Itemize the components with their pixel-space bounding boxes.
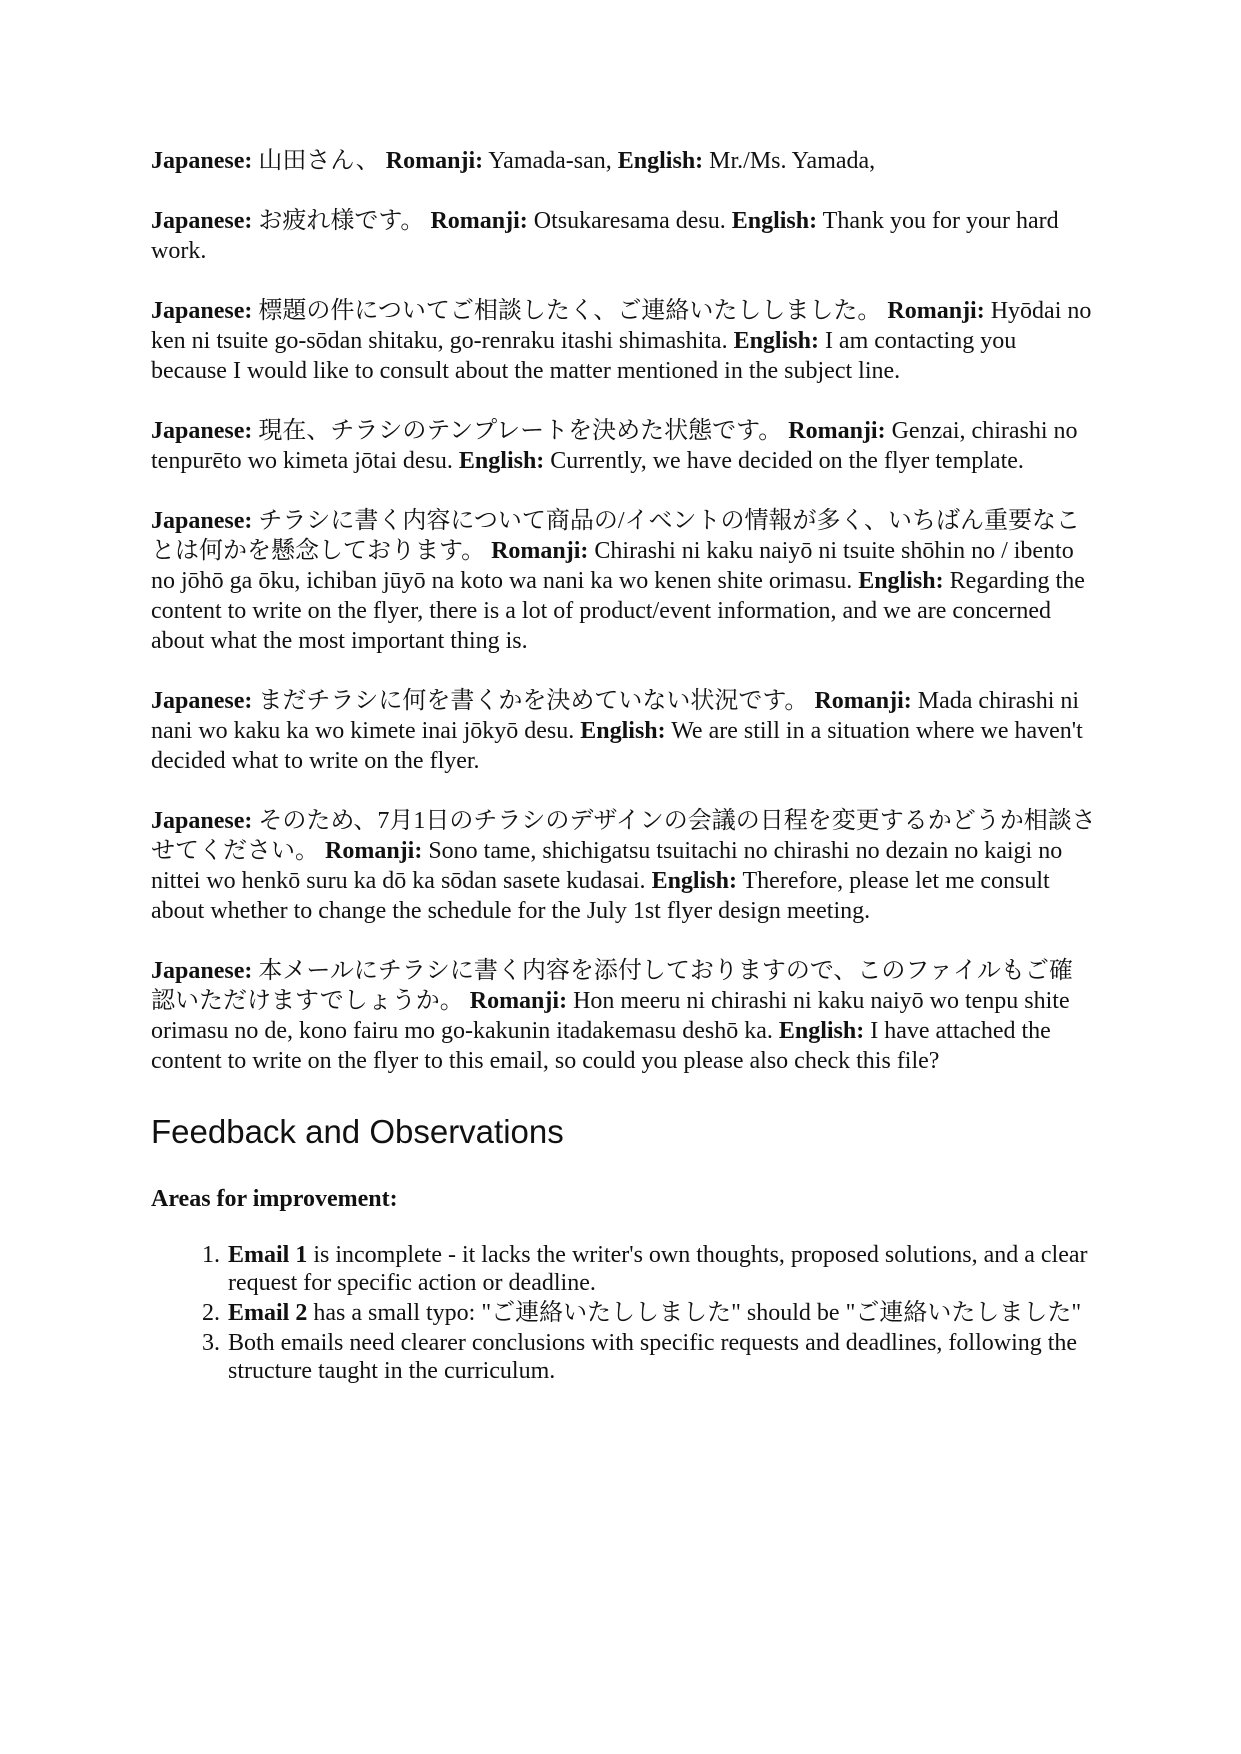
english-label: English:	[778, 1018, 865, 1044]
translation-entry-3	[151, 296, 1096, 386]
romanji-text: Yamada-san,	[488, 148, 612, 174]
japanese-label: Japanese:	[151, 508, 253, 534]
document-page	[151, 146, 1096, 1387]
romanji-text: Sono tame, shichigatsu tsuitachi no chirashi no dezain no kaigi no nittei wo henkō suru ka dō ka sōdan sasete kudasai.	[151, 838, 1063, 894]
english-text: Currently, we have decided on the flyer template.	[550, 448, 1024, 474]
english-label: English:	[458, 448, 545, 474]
japanese-label: Japanese:	[151, 418, 253, 444]
item-text: Both emails need clearer conclusions with specific requests and deadlines, following the structure taught in the curriculum.	[228, 1330, 1078, 1384]
english-text: I am contacting you because I would like to consult about the matter mentioned in the subject line.	[151, 328, 1017, 384]
english-text: Regarding the content to write on the flyer, there is a lot of product/event information, and we are concerned about what the most important thing is.	[151, 568, 1085, 654]
english-label: English:	[580, 718, 666, 744]
japanese-text: 山田さん、	[258, 148, 380, 174]
translation-entry-6	[151, 686, 1096, 776]
item-text: is incomplete - it lacks the writer's own thoughts, proposed solutions, and a clear request for specific action or deadline.	[228, 1242, 1088, 1296]
translation-entry-5	[151, 506, 1096, 656]
romanji-text: Hyōdai no ken ni tsuite go-sōdan shitaku, go-renraku itashi shimashita.	[151, 298, 1092, 354]
translation-entry-4	[151, 416, 1096, 476]
japanese-text: 本メールにチラシに書く内容を添付しておりますので、このファイルもご確認いただけますでしょうか。	[151, 958, 1073, 1014]
english-label: English:	[617, 148, 704, 174]
japanese-text: チラシに書く内容について商品の/イベントの情報が多く、いちばん重要なことは何かを懸念しております。	[151, 508, 1081, 564]
romanji-label: Romanji:	[325, 838, 423, 864]
japanese-label: Japanese:	[151, 958, 253, 984]
japanese-text: 現在、チラシのテンプレートを決めた状態です。	[258, 418, 783, 444]
translation-entry-7	[151, 806, 1096, 926]
japanese-text: そのため、7月1日のチラシのデザインの会議の日程を変更するかどうか相談させてください。	[151, 808, 1096, 864]
english-label: English:	[858, 568, 944, 594]
romanji-text: Hon meeru ni chirashi ni kaku naiyō wo tenpu shite orimasu no de, kono fairu mo go-kakunin itadakemasu deshō ka.	[151, 988, 1070, 1044]
improvement-list	[151, 1241, 1096, 1385]
english-label: English:	[733, 328, 819, 354]
japanese-text: 標題の件についてご相談したく、ご連絡いたししました。	[258, 298, 882, 324]
feedback-heading: Feedback and Observations	[151, 1113, 564, 1150]
japanese-label: Japanese:	[151, 208, 253, 234]
japanese-label: Japanese:	[151, 688, 253, 714]
japanese-text: お疲れ様です。	[258, 208, 425, 234]
translation-entry-8	[151, 956, 1096, 1076]
romanji-text: Genzai, chirashi no tenpurēto wo kimeta jōtai desu.	[151, 418, 1078, 474]
romanji-label: Romanji:	[814, 688, 912, 714]
romanji-text: Chirashi ni kaku naiyō ni tsuite shōhin no / ibento no jōhō ga ōku, ichiban jūyō na koto wa nani ka wo kenen shite orimasu.	[151, 538, 1074, 594]
item-bold-label: Email 1	[228, 1242, 308, 1268]
english-text: We are still in a situation where we haven't decided what to write on the flyer.	[151, 718, 1083, 774]
japanese-label: Japanese:	[151, 298, 253, 324]
item-text: has a small typo: "ご連絡いたししました" should be "ご連絡いたしました"	[307, 1300, 1082, 1326]
improvement-item-2	[226, 1299, 1096, 1327]
translation-entry-2	[151, 206, 1096, 266]
japanese-label: Japanese:	[151, 148, 253, 174]
romanji-label: Romanji:	[430, 208, 528, 234]
japanese-text: まだチラシに何を書くかを決めていない状況です。	[258, 688, 809, 714]
romanji-label: Romanji:	[887, 298, 985, 324]
english-text: Mr./Ms. Yamada,	[709, 148, 876, 174]
english-text: I have attached the content to write on the flyer to this email, so could you please also check this file?	[151, 1018, 1051, 1074]
romanji-label: Romanji:	[491, 538, 589, 564]
romanji-text: Mada chirashi ni nani wo kaku ka wo kimete inai jōkyō desu.	[151, 688, 1080, 744]
romanji-label: Romanji:	[788, 418, 886, 444]
improvement-subheading: Areas for improvement:	[151, 1186, 398, 1212]
item-bold-label: Email 2	[228, 1300, 308, 1326]
improvement-item-1	[226, 1241, 1096, 1297]
english-text: Thank you for your hard work.	[151, 208, 1059, 264]
translation-entry-1	[151, 146, 1096, 176]
japanese-label: Japanese:	[151, 808, 253, 834]
romanji-label: Romanji:	[469, 988, 568, 1014]
romanji-text: Otsukaresama desu.	[533, 208, 726, 234]
english-label: English:	[731, 208, 818, 234]
improvement-item-3	[226, 1329, 1096, 1385]
english-text: Therefore, please let me consult about whether to change the schedule for the July 1st flyer design meeting.	[151, 868, 1050, 924]
romanji-label: Romanji:	[385, 148, 484, 174]
english-label: English:	[651, 868, 737, 894]
